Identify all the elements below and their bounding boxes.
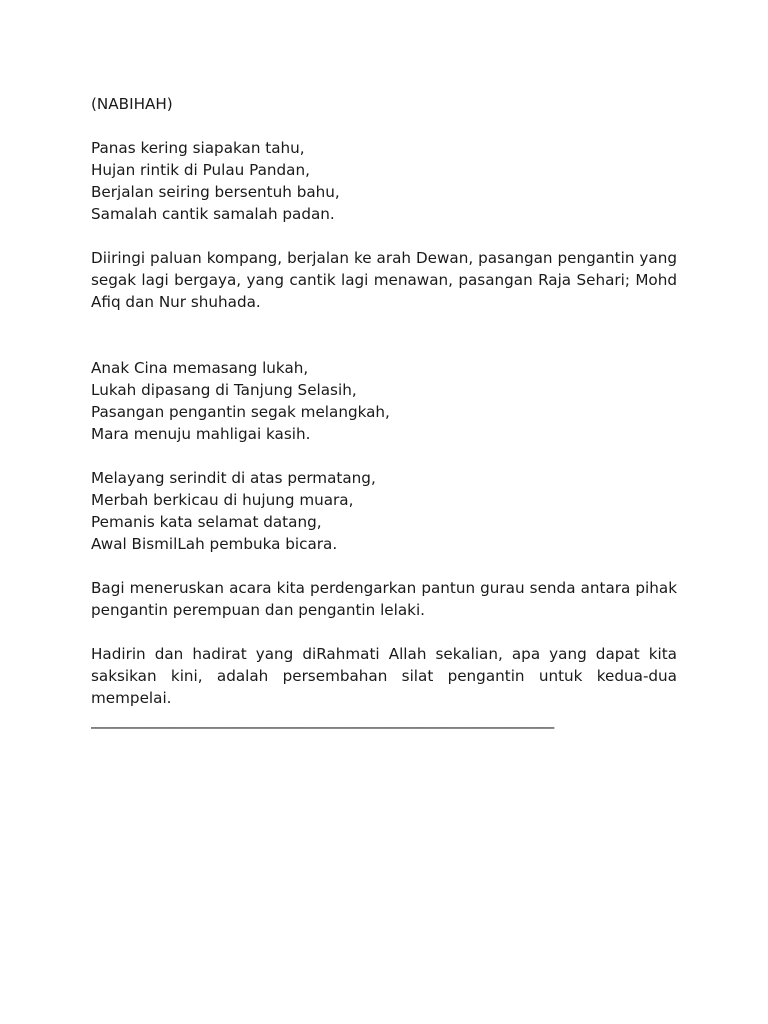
pantun-line: Merbah berkicau di hujung muara,: [91, 491, 354, 509]
pantun-line: Panas kering siapakan tahu,: [91, 139, 305, 157]
pantun-line: Pasangan pengantin segak melangkah,: [91, 403, 390, 421]
pantun-line: Pemanis kata selamat datang,: [91, 513, 322, 531]
pantun-line: Hujan rintik di Pulau Pandan,: [91, 161, 310, 179]
pantun-line: Berjalan seiring bersentuh bahu,: [91, 183, 340, 201]
pantun-stanza-3: [91, 467, 677, 555]
pantun-line: Awal BismilLah pembuka bicara.: [91, 535, 338, 553]
paragraph-procession: Diiringi paluan kompang, berjalan ke arah Dewan, pasangan pengantin yang segak lagi bergaya, yang cantik lagi menawan, pasangan Raja Sehari; Mohd Afiq dan Nur shuhada.: [91, 249, 677, 311]
pantun-line: Mara menuju mahligai kasih.: [91, 425, 311, 443]
separator-line: _____________________________________________________________: [91, 711, 555, 729]
document-body: [91, 93, 677, 731]
pantun-line: Anak Cina memasang lukah,: [91, 359, 309, 377]
pantun-line: Melayang serindit di atas permatang,: [91, 469, 376, 487]
paragraph-silat: Hadirin dan hadirat yang diRahmati Allah sekalian, apa yang dapat kita saksikan kini, adalah persembahan silat pengantin untuk kedua-dua mempelai.: [91, 645, 677, 707]
pantun-stanza-2: [91, 357, 677, 445]
pantun-line: Samalah cantik samalah padan.: [91, 205, 335, 223]
pantun-line: Lukah dipasang di Tanjung Selasih,: [91, 381, 357, 399]
document-heading: (NABIHAH): [91, 95, 173, 113]
pantun-stanza-1: [91, 137, 677, 225]
paragraph-pantun-intro: Bagi meneruskan acara kita perdengarkan pantun gurau senda antara pihak pengantin perempuan dan pengantin lelaki.: [91, 579, 677, 619]
